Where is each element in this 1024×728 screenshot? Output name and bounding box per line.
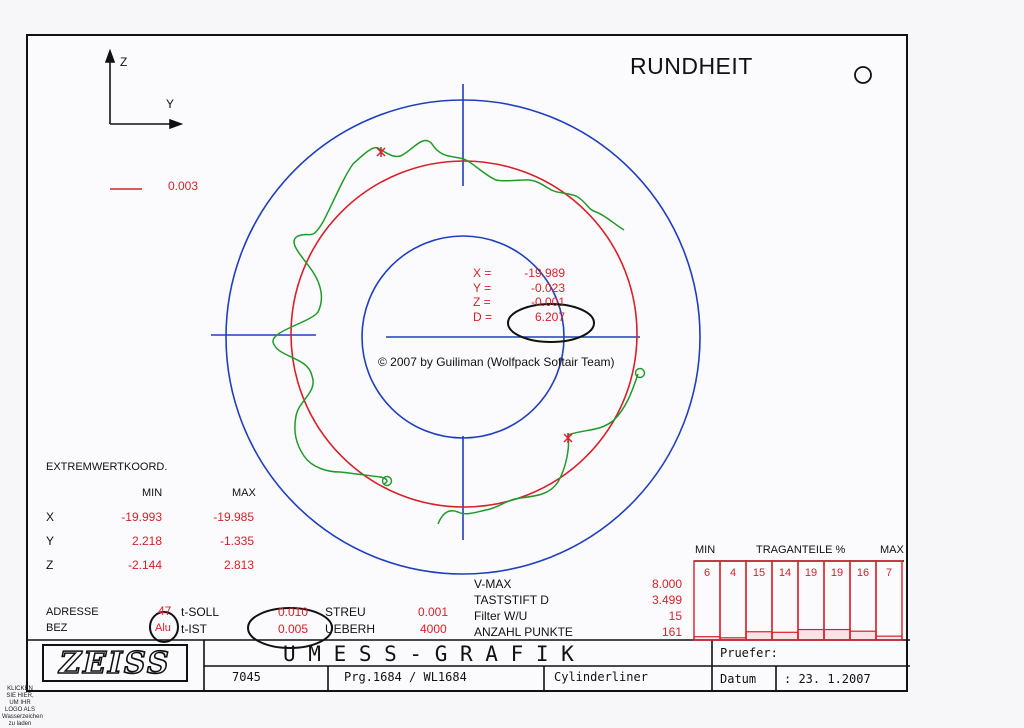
traganteile-value: 14 — [778, 567, 792, 579]
axis-indicator-icon — [106, 51, 181, 128]
measured-profile — [273, 141, 624, 485]
coord-d-row: D = 6.207 — [473, 309, 565, 324]
traganteile-value: 7 — [885, 567, 893, 579]
param-value: 8.000 — [651, 577, 682, 591]
traganteile-bar — [694, 637, 720, 640]
extreme-min-value: -2.144 — [127, 558, 162, 572]
param-label: V-MAX — [474, 577, 512, 591]
t-ist-value: 0.005 — [278, 622, 309, 636]
crosshair — [211, 84, 640, 540]
footer-program: Prg.1684 / WL1684 — [344, 670, 467, 684]
traganteile-value: 19 — [830, 567, 844, 579]
pruefer-label: Pruefer: — [720, 646, 778, 660]
param-label: ANZAHL PUNKTE — [474, 625, 573, 639]
measurement-sheet: Z Y RUNDHEIT 0.003 X = -19.989 Y = -0.023 Z = -0.001 D = 6.207 © 2007 by Guiliman (Wolfpack Softair Team) EXTREMWERTKOORD. MIN MAX X -19.993 -19.985 Y 2.218 -1.335 Z -2.144 2.813 ADRESSE 47 BEZ Alu t-SOLL 0.010 t-IST 0.005 STREU 0.001 UEBERH 4000 V-MAX 8.000 TASTSTIFT D 3.499 Filter W/U 15 ANZAHL PUNKTE 161 MIN TRAGANTEILE % MAX 6 4 15 14 19 19 16 7 ZEISS U M E S S - G R A F I K 7045 Prg.1684 / WL1684 Cylinderliner Pruefer: Datum : 23. 1.2007 — [26, 34, 908, 692]
param-value: 3.499 — [651, 593, 682, 607]
ueberh-label: UEBERH — [325, 622, 376, 636]
extreme-title: EXTREMWERTKOORD. — [46, 461, 168, 473]
ueberh-value: 4000 — [420, 622, 447, 636]
traganteile-max-label: MAX — [880, 544, 904, 556]
coord-y-row: Y = -0.023 — [473, 280, 565, 295]
traganteile-value: 4 — [729, 567, 737, 579]
extreme-col-min: MIN — [142, 487, 163, 499]
param-label: Filter W/U — [474, 609, 528, 623]
t-ist-label: t-IST — [181, 622, 207, 636]
logo-watermark-link[interactable]: KLICKEN SIE HIER, UM IHR LOGO ALS Wasserzeichen zu laden — [2, 686, 43, 727]
extreme-min-value: -19.993 — [121, 510, 162, 524]
traganteile-bar — [798, 630, 824, 640]
bez-label: BEZ — [46, 622, 68, 634]
param-value: 15 — [668, 609, 682, 623]
streu-value: 0.001 — [418, 605, 449, 619]
param-value: 161 — [661, 625, 682, 639]
traganteile-bar — [772, 632, 798, 640]
traganteile-min-label: MIN — [695, 544, 716, 556]
traganteile-value: 15 — [752, 567, 766, 579]
coord-z-row: Z = -0.001 — [473, 295, 565, 309]
t-soll-value: 0.010 — [278, 605, 309, 619]
min-marker-icon — [564, 433, 572, 443]
axis-y-label: Y — [166, 97, 175, 111]
extreme-col-max: MAX — [232, 487, 256, 499]
footer-number: 7045 — [232, 670, 261, 684]
datum-label: Datum — [720, 672, 757, 686]
traganteile-bar — [876, 636, 902, 640]
scale-value: 0.003 — [168, 179, 199, 193]
adresse-label: ADRESSE — [46, 606, 99, 618]
footer-part: Cylinderliner — [554, 670, 648, 684]
zeiss-logo: ZEISS — [42, 644, 188, 682]
profile-end-marker — [636, 369, 645, 378]
datum-value: : 23. 1.2007 — [784, 672, 871, 686]
axis-z-label: Z — [120, 55, 128, 69]
traganteile-value: 16 — [856, 567, 870, 579]
copyright-watermark: © 2007 by Guiliman (Wolfpack Softair Team) — [378, 355, 615, 369]
traganteile-bar — [746, 632, 772, 640]
streu-label: STREU — [325, 605, 366, 619]
extreme-max-value: 2.813 — [223, 558, 254, 572]
extreme-max-value: -19.985 — [213, 510, 254, 524]
traganteile-bar — [720, 638, 746, 640]
measured-profile-2 — [438, 374, 638, 524]
program-title: U M E S S - G R A F I K — [283, 642, 574, 666]
extreme-min-value: 2.218 — [131, 534, 162, 548]
traganteile-bar — [824, 630, 850, 640]
traganteile-value: 19 — [804, 567, 818, 579]
page-title: RUNDHEIT — [630, 53, 753, 79]
roundness-symbol-icon — [855, 67, 871, 83]
traganteile-title: TRAGANTEILE % — [756, 544, 846, 556]
coord-x-row: X = -19.989 — [473, 266, 565, 280]
t-soll-label: t-SOLL — [181, 605, 220, 619]
bez-value: Alu — [155, 622, 171, 634]
param-label: TASTSTIFT D — [474, 593, 549, 607]
adresse-value: 47 — [158, 604, 172, 618]
center-coords — [473, 266, 565, 324]
extreme-max-value: -1.335 — [219, 534, 254, 548]
traganteile-bar — [850, 631, 876, 640]
traganteile-value: 6 — [703, 567, 711, 579]
